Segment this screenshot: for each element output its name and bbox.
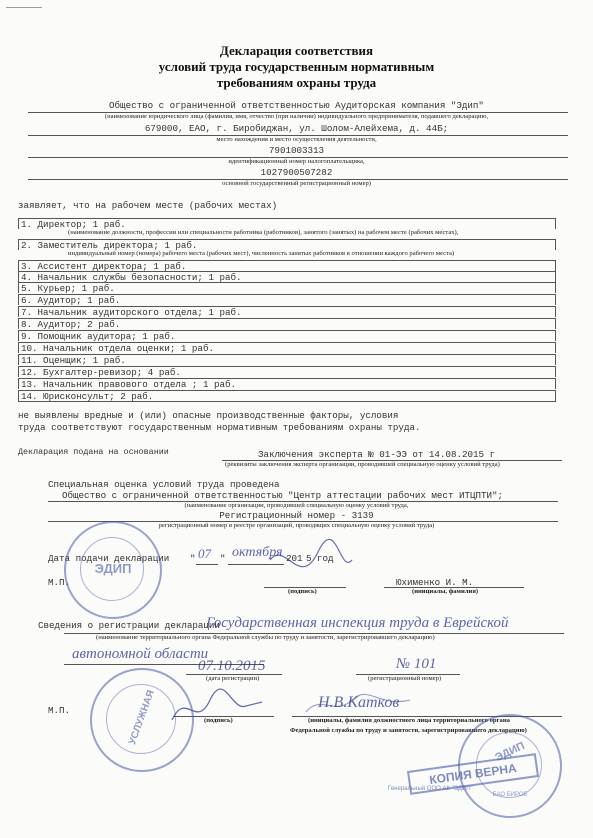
round3-stamp-sub: ЕАО БИРОБ <box>492 792 528 798</box>
sout-reg: Регистрационный номер - 3139 <box>219 510 374 521</box>
doc-title-line1: Декларация соответствия <box>219 43 374 58</box>
gov-round-stamp <box>90 668 194 772</box>
sout-org: Общество с ограниченной ответственностью "Центр аттестации рабочих мест ИТЦПТИ"; <box>62 490 504 501</box>
submission-year-suffix: 5 год <box>306 553 334 564</box>
address-caption: место нахождения и место осуществления деятельности, <box>216 136 377 143</box>
workplace-row: 3. Ассистент директора; 1 раб. <box>18 260 556 271</box>
signature-scribble-1 <box>270 539 352 566</box>
registration-date-caption: (дата регистрации) <box>206 675 260 682</box>
registration-authority-hand1: Государственная инспекция труда в Еврейской <box>206 615 509 631</box>
declares-text: заявляет, что на рабочем месте (рабочих местах) <box>18 200 278 211</box>
submission-label: Дата подачи декларации <box>48 553 170 564</box>
sout-reg-caption: регистрационный номер в реестре организаций, проводящих специальную оценку условий труда) <box>158 522 435 529</box>
workplace-row: 12. Бухгалтер-ревизор; 4 раб. <box>18 366 556 377</box>
round3-stamp-text: ЭДИП <box>493 739 527 765</box>
sout-org-caption: (наименование организации, проводившей специальную оценку условий труда, <box>184 502 409 509</box>
registration-official-caption1: (инициалы, фамилия должностного лица территориального органа <box>308 717 510 724</box>
company-address: 679000, ЕАО, г. Биробиджан, ул. Шолом-Алейхема, д. 44Б; <box>144 123 449 134</box>
registration-date-hand: 07.10.2015 <box>198 658 266 674</box>
submission-name-caption: (инициалы, фамилия) <box>412 588 479 595</box>
quote-open: " <box>190 553 196 564</box>
workplace-row: 9. Помощник аудитора; 1 раб. <box>18 330 556 341</box>
registration-authority-hand2: автономной области <box>72 646 209 662</box>
submission-name: Юхименко И. М. <box>396 577 474 588</box>
registration-label: Сведения о регистрации декларации <box>38 620 220 631</box>
submission-day: 07 <box>198 546 211 561</box>
workplace-row: 7. Начальник аудиторского отдела; 1 раб. <box>18 306 556 317</box>
basis-value: Заключения эксперта № 01-ЭЭ от 14.08.2015 г <box>258 449 496 460</box>
ogrn-caption: основной государственный регистрационный номер) <box>222 180 371 187</box>
registration-mp: М.П. <box>48 705 71 716</box>
workplace-row: 11. Оценщик; 1 раб. <box>18 354 556 365</box>
workplace-row: 8. Аудитор; 2 раб. <box>18 318 556 329</box>
workplace-row: 1. Директор; 1 раб. <box>18 218 556 229</box>
workplace-row: 14. Юрисконсульт; 2 раб. <box>18 390 556 402</box>
inn-caption: идентификационный номер налогоплательщика, <box>228 158 365 165</box>
company-stamp-text: ЭДИП <box>94 561 132 576</box>
workplace-row: 4. Начальник службы безопасности; 1 раб. <box>18 271 556 282</box>
workplace-row: 13. Начальник правового отдела ; 1 раб. <box>18 378 556 389</box>
registration-official-hand: Н.В.Катков <box>318 694 400 711</box>
conclusion-line2: труда соответствуют государственным нормативным требованиям охраны труда. <box>18 422 421 433</box>
workplace-caption-2: индивидуальный номер (номера) рабочего места (рабочих мест), численность занятых работников в отношении каждого рабочего места) <box>68 250 455 257</box>
company-round-stamp <box>64 521 162 619</box>
basis-caption: (реквизиты заключения эксперта организации, проводившей специальную оценку условий труда) <box>225 461 500 468</box>
submission-mp: М.П. <box>48 577 71 588</box>
submission-year-prefix: 201 <box>286 553 303 564</box>
registration-authority-caption: (наименование территориального органа Федеральной службы по труду и занятости, зарегистрировавшего декларацию) <box>96 634 435 641</box>
copy-verified-stamp: КОПИЯ ВЕРНА <box>407 753 539 795</box>
company-ogrn: 1027900507282 <box>260 167 333 178</box>
doc-title-line2: условий труда государственным нормативным <box>158 59 435 74</box>
workplace-caption-1: (наименование должности, профессии или специальности работника (работников), занятого (занятых) на рабочем месте (рабочих местах), <box>68 229 459 236</box>
copy-verified-sub: Генеральный ООО АК "ЭДИП" <box>388 786 473 792</box>
workplace-row: 2. Заместитель директора; 1 раб. <box>18 239 556 250</box>
conclusion-line1: не выявлены вредные и (или) опасные производственные факторы, условия <box>18 410 399 421</box>
workplace-row: 5. Курьер; 1 раб. <box>18 282 556 293</box>
company-inn: 7901003313 <box>268 145 325 156</box>
company-name: Общество с ограниченной ответственностью Аудиторская компания "Эдип" <box>109 100 484 111</box>
doc-title-line3: требованиям охраны труда <box>216 75 377 90</box>
registration-official-caption2: Федеральной службы по труду и занятости, зарегистрировавшего декларацию) <box>290 727 527 734</box>
registration-number-hand: № 101 <box>396 656 437 672</box>
gov-stamp-text: УСЛУЖНАЯ <box>127 688 157 747</box>
basis-label: Декларация подана на основании <box>18 447 169 457</box>
submission-month: октября <box>232 545 283 560</box>
submission-sign-caption: (подпись) <box>288 588 317 595</box>
quote-close: " <box>220 553 226 564</box>
workplace-row: 6. Аудитор; 1 раб. <box>18 294 556 305</box>
registration-sign-caption: (подпись) <box>204 717 233 724</box>
signature-scribble-3 <box>306 694 410 712</box>
registration-number-caption: (регистрационный номер) <box>368 675 442 682</box>
sout-label: Специальная оценка условий труда проведена <box>48 479 280 490</box>
workplace-row: 10. Начальник отдела оценки; 1 раб. <box>18 342 556 353</box>
company-name-caption: (наименование юридического лица (фамилия, имя, отчество (при наличии) индивидуального предпринимателя, подавшего декларацию, <box>104 113 489 120</box>
